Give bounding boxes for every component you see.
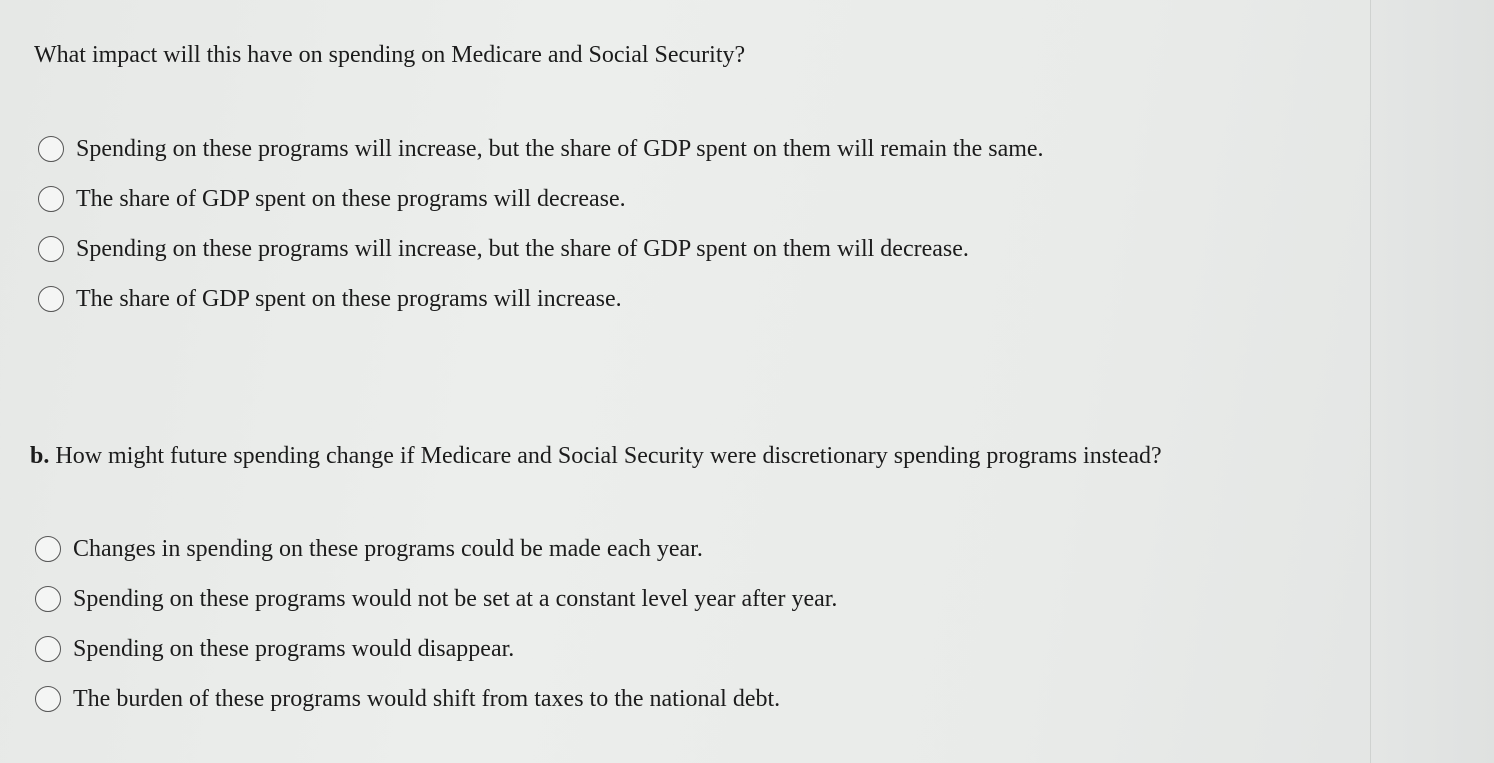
question-b-text: How might future spending change if Medicare and Social Security were discretionary spending programs instead? (55, 443, 1162, 469)
option-a-3[interactable] (38, 224, 1044, 274)
question-b-options (35, 524, 837, 724)
radio-button[interactable] (35, 586, 61, 612)
option-b-4[interactable] (35, 674, 837, 724)
option-label: The share of GDP spent on these programs will decrease. (76, 185, 626, 212)
radio-button[interactable] (35, 636, 61, 662)
radio-button[interactable] (38, 136, 64, 162)
radio-button[interactable] (35, 536, 61, 562)
option-a-4[interactable] (38, 274, 1044, 324)
option-label: Spending on these programs would not be set at a constant level year after year. (73, 585, 838, 612)
option-label: Spending on these programs will increase, but the share of GDP spent on them will decrease. (76, 235, 969, 262)
option-label: The share of GDP spent on these programs will increase. (76, 285, 622, 312)
radio-button[interactable] (38, 186, 64, 212)
question-a-text: What impact will this have on spending on Medicare and Social Security? (34, 42, 746, 68)
question-a-options (38, 124, 1044, 324)
option-a-2[interactable] (38, 174, 1044, 224)
question-b (30, 441, 1162, 471)
question-b-label: b. (30, 443, 50, 469)
option-a-1[interactable] (38, 124, 1044, 174)
radio-button[interactable] (38, 236, 64, 262)
option-label: The burden of these programs would shift from taxes to the national debt. (73, 685, 781, 712)
radio-button[interactable] (38, 286, 64, 312)
option-label: Spending on these programs would disappear. (73, 635, 515, 662)
option-b-3[interactable] (35, 624, 837, 674)
option-label: Spending on these programs will increase, but the share of GDP spent on them will remain the same. (76, 135, 1044, 162)
radio-button[interactable] (35, 686, 61, 712)
option-b-1[interactable] (35, 524, 837, 574)
option-label: Changes in spending on these programs could be made each year. (73, 535, 703, 562)
option-b-2[interactable] (35, 574, 837, 624)
right-panel-edge (1370, 0, 1494, 763)
